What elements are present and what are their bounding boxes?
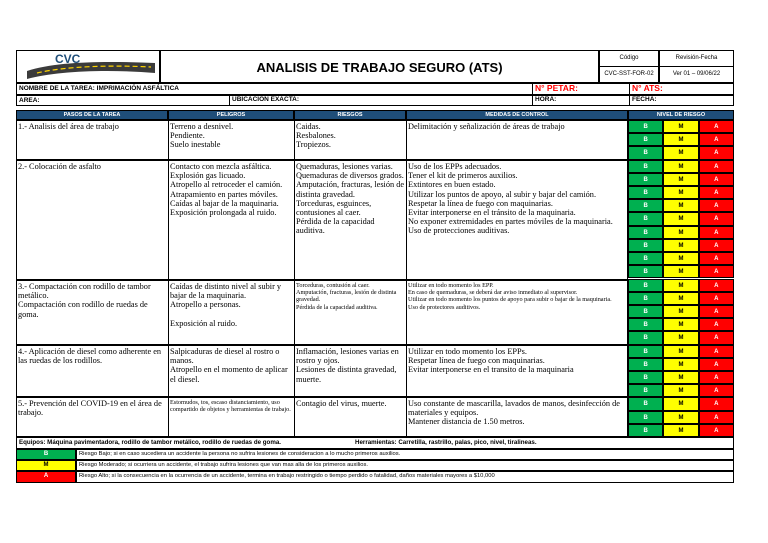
risk-low-cell[interactable]: B	[628, 120, 663, 133]
risk-high-cell[interactable]: A	[699, 252, 734, 265]
risk-high-cell[interactable]: A	[699, 239, 734, 252]
risk-high-cell[interactable]: A	[699, 318, 734, 331]
risk-mid-cell[interactable]: M	[663, 265, 698, 278]
risk-mid-cell[interactable]: M	[663, 318, 698, 331]
hazards-cell: Terreno a desnivel. Pendiente. Suelo inestable	[169, 121, 295, 159]
legend-low-badge: B	[16, 449, 76, 460]
risks-cell: Torceduras, contusión al caer. Amputación, fracturas, lesión de distinta gravedad. Pérdida de la capacidad auditiva.	[295, 281, 407, 344]
risk-low-cell[interactable]: B	[628, 199, 663, 212]
risk-high-cell[interactable]: A	[699, 371, 734, 384]
step-cell: 4.- Aplicación de diesel como adherente en las ruedas de los rodillos.	[17, 346, 169, 396]
risk-high-cell[interactable]: A	[699, 331, 734, 344]
risk-high-cell[interactable]: A	[699, 133, 734, 146]
legend-low-text: Riesgo Bajo; si en caso sucediera un accidente la persona no sufrira lesiones de consideracion a lo mucho primeros auxilios.	[76, 449, 734, 460]
legend-mid-badge: M	[16, 460, 76, 471]
fecha-cell	[629, 95, 735, 106]
risks-cell: Caidas. Resbalones. Tropiezos.	[295, 121, 407, 159]
task-name-field: NOMBRE DE LA TAREA: IMPRIMACIÓN ASFÁLTICA	[19, 85, 179, 92]
risk-low-cell[interactable]: B	[628, 212, 663, 225]
controls-cell: Utilizar en todo momento los EPP. En caso de quemaduras, se deberá dar aviso inmediato al supervisor. Utilizar en todo momento los puntos de apoyo para subir o bajar de la maquinaria. Uso de protectores auditivos.	[408, 282, 612, 311]
table-row	[16, 280, 628, 345]
risk-mid-cell[interactable]: M	[663, 133, 698, 146]
col-header-steps: PASOS DE LA TAREA	[16, 110, 168, 120]
hazards-cell: Contacto con mezcla asfáltica. Explosión gas licuado. Atropello al retroceder el camión. Atrapamiento en partes móviles. Caídas al bajar de la maquinaria. Exposición prolongada al ruido.	[169, 161, 295, 279]
fields-row-1	[16, 83, 734, 95]
risk-mid-cell[interactable]: M	[663, 226, 698, 239]
risk-low-cell[interactable]: B	[628, 226, 663, 239]
risk-mid-cell[interactable]: M	[663, 358, 698, 371]
table-row	[16, 160, 628, 280]
codigo-label: Código	[599, 50, 659, 67]
col-header-risks: RIESGOS	[294, 110, 406, 120]
ubicacion-field: UBICACIÓN EXACTA:	[232, 96, 300, 103]
herramientas-text: Herramientas: Carretilla, rastrillo, palas, pico, nivel, tiralineas.	[355, 439, 537, 446]
risk-mid-cell[interactable]: M	[663, 252, 698, 265]
risk-high-cell[interactable]: A	[699, 358, 734, 371]
table-row	[16, 345, 628, 397]
legend-high-badge: A	[16, 471, 76, 483]
ats-field: N° ATS:	[632, 83, 663, 93]
risk-low-cell[interactable]: B	[628, 397, 663, 410]
risk-low-cell[interactable]: B	[628, 371, 663, 384]
fields-row-2	[16, 95, 734, 106]
page-title: ANALISIS DE TRABAJO SEGURO (ATS)	[256, 60, 503, 75]
risk-high-cell[interactable]: A	[699, 199, 734, 212]
col-header-controls: MEDIDAS DE CONTROL	[406, 110, 628, 120]
risk-low-cell[interactable]: B	[628, 318, 663, 331]
controls-cell: Utilizar en todo momento los EPPs. Respetar línea de fuego con maquinarias. Evitar interponerse en el transito de la maquinaria	[408, 347, 574, 375]
title-box	[160, 50, 599, 83]
controls-cell: Delimitación y señalización de áreas de trabajo	[408, 122, 565, 131]
risk-low-cell[interactable]: B	[628, 186, 663, 199]
risk-mid-cell[interactable]: M	[663, 424, 698, 437]
risk-low-cell[interactable]: B	[628, 173, 663, 186]
risk-mid-cell[interactable]: M	[663, 411, 698, 424]
risk-low-cell[interactable]: B	[628, 133, 663, 146]
risk-mid-cell[interactable]: M	[663, 331, 698, 344]
legend-high-text: Riesgo Alto; si la consecuencia en la ocurrencia de un accidente, termina en trabajo restringido o tiempo perdido o fatalidad, daños materiales mayores a $10,000	[76, 471, 734, 483]
petar-cell	[532, 83, 630, 95]
logo-box	[16, 50, 160, 83]
risk-low-cell[interactable]: B	[628, 252, 663, 265]
hora-cell	[532, 95, 630, 106]
equipment-row	[16, 437, 734, 449]
risk-low-cell[interactable]: B	[628, 160, 663, 173]
petar-field: N° PETAR:	[535, 83, 578, 93]
risk-low-cell[interactable]: B	[628, 239, 663, 252]
legend-mid-text: Riesgo Moderado; si ocurriera un accidente, el trabajo sufrira lesiones que van mas alla de los primeros auxilios.	[76, 460, 734, 471]
risks-cell: Inflamación, lesiones varias en rostro y ojos. Lesiones de distinta gravedad, muerte.	[295, 346, 407, 396]
risk-high-cell[interactable]: A	[699, 384, 734, 397]
controls-cell: Uso de los EPPs adecuados. Tener el kit de primeros auxilios. Extintores en buen estado. Utilizar los puntos de apoyo, al subir y bajar del camión. Respetar la línea de fuego con maquinarias. Evitar interponerse en el tránsito de la maquinaria. No exponer extremidades en partes móviles de la maquinaria. Uso de protecciones auditivas.	[408, 162, 613, 236]
revision-label: Revisión-Fecha	[659, 50, 734, 67]
ats-cell	[629, 83, 735, 95]
risk-high-cell[interactable]: A	[699, 411, 734, 424]
risk-high-cell[interactable]: A	[699, 173, 734, 186]
risks-cell: Contagio del virus, muerte.	[295, 398, 407, 436]
col-header-hazards: PELIGROS	[168, 110, 294, 120]
risk-high-cell[interactable]: A	[699, 120, 734, 133]
risk-mid-cell[interactable]: M	[663, 345, 698, 358]
risk-level-grid	[628, 120, 734, 437]
risk-low-cell[interactable]: B	[628, 279, 663, 292]
risk-low-cell[interactable]: B	[628, 265, 663, 278]
risk-high-cell[interactable]: A	[699, 265, 734, 278]
risk-high-cell[interactable]: A	[699, 212, 734, 225]
risk-mid-cell[interactable]: M	[663, 279, 698, 292]
risk-high-cell[interactable]: A	[699, 146, 734, 159]
risk-low-cell[interactable]: B	[628, 424, 663, 437]
step-cell: 1.- Analisis del área de trabajo	[17, 121, 169, 159]
step-cell: 3.- Compactación con rodillo de tambor metálico. Compactación con rodillo de ruedas de goma.	[17, 281, 169, 344]
risk-low-cell[interactable]: B	[628, 292, 663, 305]
risk-mid-cell[interactable]: M	[663, 384, 698, 397]
ubicacion-cell	[229, 95, 533, 106]
risk-low-cell[interactable]: B	[628, 384, 663, 397]
risk-high-cell[interactable]: A	[699, 345, 734, 358]
risk-low-cell[interactable]: B	[628, 345, 663, 358]
risk-mid-cell[interactable]: M	[663, 199, 698, 212]
risk-mid-cell[interactable]: M	[663, 397, 698, 410]
risk-high-cell[interactable]: A	[699, 186, 734, 199]
risk-mid-cell[interactable]: M	[663, 146, 698, 159]
risk-high-cell[interactable]: A	[699, 279, 734, 292]
table-row	[16, 120, 628, 160]
step-cell: 5.- Prevención del COVID-19 en el área de trabajo.	[17, 398, 169, 436]
hazards-cell: Caídas de distinto nivel al subir y bajar de la maquinaria. Atropello a personas. Exposición al ruido.	[169, 281, 295, 344]
risk-high-cell[interactable]: A	[699, 292, 734, 305]
col-header-risk-level: NIVEL DE RIESGO	[628, 110, 734, 120]
risk-high-cell[interactable]: A	[699, 226, 734, 239]
risk-mid-cell[interactable]: M	[663, 173, 698, 186]
controls-cell: Uso constante de mascarilla, lavados de manos, desinfección de materiales y equipos. Mantener distancia de 1.50 metros.	[408, 399, 620, 427]
logo-text: CVC	[55, 52, 81, 66]
hazards-cell: Salpicaduras de diesel al rostro o manos. Atropello en el momento de aplicar el diesel.	[169, 346, 295, 396]
risk-mid-cell[interactable]: M	[663, 305, 698, 318]
cvc-logo	[17, 51, 159, 82]
risk-high-cell[interactable]: A	[699, 424, 734, 437]
risk-high-cell[interactable]: A	[699, 305, 734, 318]
risk-high-cell[interactable]: A	[699, 397, 734, 410]
area-field: AREA:	[19, 97, 40, 104]
risk-mid-cell[interactable]: M	[663, 186, 698, 199]
risks-cell: Quemaduras, lesiones varias. Quemaduras de diversos grados. Amputación, fracturas, lesión de distinta gravedad. Torceduras, esguinces, contusiones al caer. Pérdida de la capacidad auditiva.	[295, 161, 407, 279]
risk-low-cell[interactable]: B	[628, 146, 663, 159]
equipos-text: Equipos: Máquina pavimentadora, rodillo de tambor metálico, rodillo de ruedas de goma.	[19, 439, 281, 446]
fecha-field: FECHA:	[632, 96, 657, 103]
risk-mid-cell[interactable]: M	[663, 212, 698, 225]
risk-low-cell[interactable]: B	[628, 411, 663, 424]
hora-field: HORA:	[535, 96, 557, 103]
risk-mid-cell[interactable]: M	[663, 120, 698, 133]
table-row	[16, 397, 628, 437]
step-cell: 2.- Colocación de asfalto	[17, 161, 169, 279]
risk-mid-cell[interactable]: M	[663, 160, 698, 173]
risk-low-cell[interactable]: B	[628, 358, 663, 371]
risk-low-cell[interactable]: B	[628, 305, 663, 318]
risk-low-cell[interactable]: B	[628, 331, 663, 344]
risk-mid-cell[interactable]: M	[663, 239, 698, 252]
risk-mid-cell[interactable]: M	[663, 292, 698, 305]
risk-high-cell[interactable]: A	[699, 160, 734, 173]
codigo-value: CVC-SST-FOR-02	[599, 66, 659, 83]
revision-value: Ver 01 – 09/06/22	[659, 66, 734, 83]
risk-mid-cell[interactable]: M	[663, 371, 698, 384]
hazards-cell: Estornudos, tos, escaso distanciamiento, uso compartido de objetos y herramientas de trabajo.	[169, 398, 295, 436]
